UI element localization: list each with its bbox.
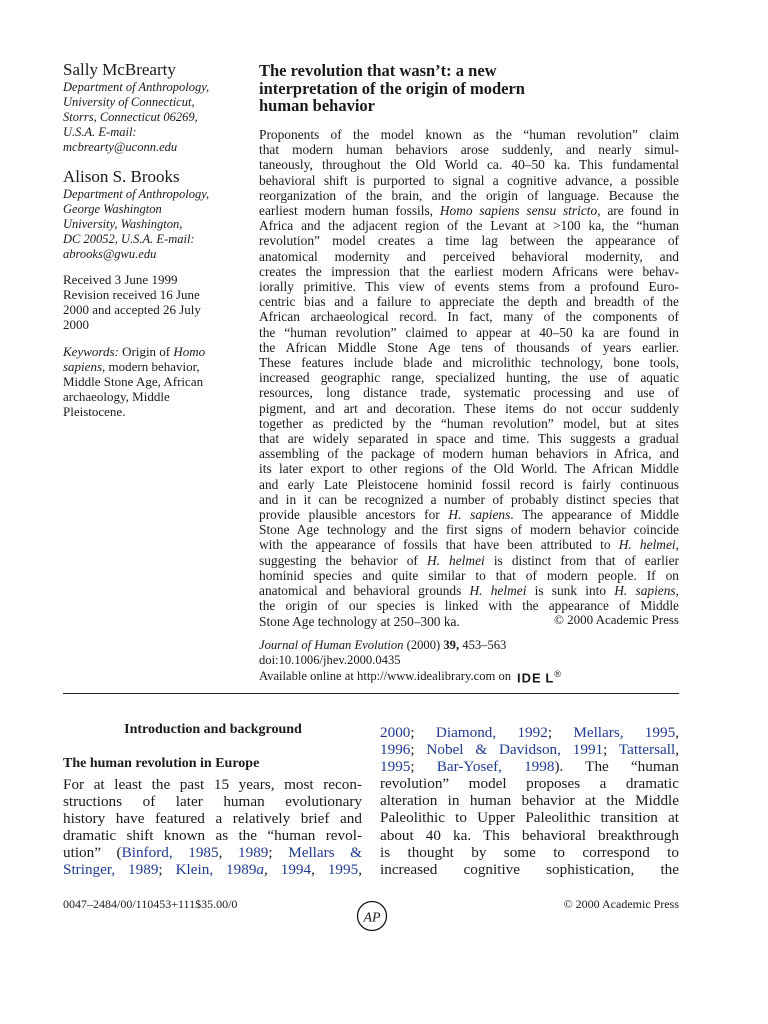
journal-volume: 39, [443, 638, 460, 652]
citation-link[interactable]: Mellars, 1995 [573, 724, 676, 741]
subsection-heading: The human revolution in Europe [63, 756, 260, 771]
citation-link[interactable]: Diamond, 1992 [435, 724, 548, 741]
keyword: , modern behavior, [102, 359, 200, 374]
citation-link[interactable]: Bar-Yosef, 1998 [436, 758, 555, 776]
abstract-line: its later export to other regions of the Old World. The African Middle [259, 461, 679, 477]
keyword: sapiens [63, 359, 102, 374]
text-line-with-citations: 2000; Diamond, 1992; Mellars, 1995, [380, 724, 679, 741]
registered-mark: ® [554, 669, 562, 679]
author-name: Alison S. Brooks [63, 167, 180, 186]
abstract-line: Africa and the adjacent region of the Levant at >100 ka, the “human [259, 218, 679, 234]
abstract-line: Proponents of the model known as the “human revolution” claim [259, 127, 679, 142]
affiliation-line: University, Washington, [63, 217, 183, 231]
text-line: alteration in human behavior at the Middle [380, 792, 679, 810]
accepted-date: 2000 [63, 317, 89, 332]
abstract-line: Stone Age technology at 250–300 ka. [259, 613, 460, 629]
journal-pages: 453–563 [462, 638, 507, 652]
abstract-line: taneously, throughout the Old World ca. 40–50 ka. This fundamental [259, 157, 679, 173]
affiliation-line: DC 20052, U.S.A. E-mail: [63, 232, 195, 246]
abstract-line: pigment, and art and decoration. These items do not occur suddenly [259, 400, 679, 416]
ideal-logo [517, 667, 562, 686]
citation-link[interactable]: Nobel & Davidson, 1991 [426, 741, 604, 759]
abstract-line: hominid species and quite similar to that of modern people. If on [259, 567, 679, 583]
revision-date: 2000 and accepted 26 July [63, 302, 201, 317]
ap-logo-icon [356, 900, 388, 932]
abstract-line: centric bias and a failure to appreciate the depth and breadth of the [259, 294, 679, 310]
abstract-line: suggesting the behavior of H. helmei is distinct from that of earlier [259, 552, 680, 568]
abstract-line: with the appearance of fossils that have been attributed to H. helmei, [259, 537, 679, 553]
author-name: Sally McBrearty [63, 60, 176, 79]
body-column-right [380, 724, 679, 878]
abstract-line: iorally primitive. This view of events stems from a profound Euro- [259, 279, 679, 295]
text-line: about 40 ka. This behavioral breakthrough [380, 826, 679, 844]
ideal-logo-text: IDE L [517, 670, 555, 686]
keyword: Pleistocene. [63, 404, 126, 419]
author-email[interactable]: abrooks@gwu.edu [63, 247, 157, 261]
abstract-line: that modern human behaviors arose suddenly, and nearly simul- [259, 142, 679, 158]
affiliation-line: Department of Anthropology, [63, 80, 210, 94]
abstract-line: revolution” model creates a time lag between the appearance of [259, 233, 679, 249]
abstract-line: resources, long distance trade, systematic processing and use of [259, 385, 679, 401]
title-line: human behavior [259, 96, 375, 115]
text-line-with-citations: 1996; Nobel & Davidson, 1991; Tattersall, [380, 741, 679, 759]
author-block-1 [63, 60, 248, 155]
abstract-line: anatomical modernity and perceived behavioral modernity, and [259, 248, 679, 264]
affiliation-line: Storrs, Connecticut 06269, [63, 110, 198, 124]
keyword: Middle Stone Age, African [63, 374, 204, 389]
abstract-line: African archaeological record. In fact, many of the components of [259, 309, 679, 325]
keywords-block [63, 344, 248, 419]
text-line-with-citations: 1995; Bar-Yosef, 1998). The “human [380, 758, 679, 776]
abstract-line: Stone Age technology and the first signs of modern behavior coincide [259, 522, 679, 538]
abstract [259, 127, 679, 629]
keywords-label: Keywords: [63, 344, 119, 359]
keyword: Origin of [122, 344, 171, 359]
abstract-line: and in it can be recognized a number of probably distinct species that [259, 491, 679, 507]
abstract-line: These features include blade and microlithic technology, bone tools, [259, 355, 679, 371]
text-line: Paleolithic to Upper Paleolithic transition at [380, 809, 679, 827]
citation-link[interactable]: 1995 [380, 758, 411, 776]
title-line: The revolution that wasn’t: a new [259, 61, 497, 80]
journal-name: Journal of Human Evolution [259, 638, 404, 652]
abstract-copyright: © 2000 Academic Press [553, 612, 679, 627]
text-line: For at least the past 15 years, most recon- [63, 776, 362, 793]
citation-link[interactable]: 2000 [380, 724, 411, 741]
section-heading: Introduction and background [124, 722, 302, 737]
text-line: is thought by some to correspond to [380, 843, 679, 861]
abstract-line: reorganization of the brain, and the origin of language. Because the [259, 187, 679, 203]
abstract-line: the “human revolution” claimed to appear at 40–50 ka are found in [259, 324, 679, 340]
citation-link[interactable]: Mellars & [288, 844, 362, 862]
abstract-line: earliest modern human fossils, Homo sapiens sensu stricto, are found in [259, 203, 679, 219]
keyword: archaeology, Middle [63, 389, 170, 404]
abstract-line: the origin of our species is linked with the appearance of Middle [259, 598, 679, 614]
abstract-line: assembling of the package of modern human behaviors in Africa, and [259, 446, 679, 462]
text-line: increased cognitive sophistication, the [380, 860, 679, 878]
abstract-line: together as predicted by the “human revolution” model, but at sites [259, 415, 679, 431]
affiliation-line: George Washington [63, 202, 162, 216]
dates-block [63, 272, 248, 332]
affiliation-line: U.S.A. E-mail: [63, 125, 137, 139]
journal-year: (2000) [406, 638, 441, 652]
citation-link[interactable]: 1989 [238, 844, 269, 862]
text-line-with-citations: ution” (Binford, 1985, 1989; Mellars & [63, 844, 362, 862]
abstract-line: anatomical and behavioral grounds H. helmei is sunk into H. sapiens, [259, 583, 680, 599]
abstract-line: increased geographic range, specialized hunting, the use of aquatic [259, 370, 679, 386]
abstract-line: creates the impression that the earliest modern Africans were behav- [259, 263, 679, 279]
abstract-line: behavioral shift is purported to signal a cognitive advance, a possible [259, 172, 679, 188]
doi[interactable]: doi:10.1006/jhev.2000.0435 [259, 652, 401, 667]
abstract-line: the African Middle Stone Age tens of thousands of years earlier. [259, 339, 679, 355]
article-title [259, 62, 699, 115]
author-affiliation [63, 187, 248, 262]
text-line: history have featured a relatively brief and [63, 810, 362, 828]
text-line: structions of later human evolutionary [63, 793, 362, 811]
citation-link[interactable]: Tattersall [618, 741, 676, 759]
citation-link[interactable]: 1995 [327, 861, 359, 879]
body-column-left [63, 776, 362, 879]
section-divider [63, 693, 679, 694]
text-line-with-citations: Stringer, 1989; Klein, 1989a, 1994, 1995, [63, 861, 362, 879]
author-email[interactable]: mcbrearty@uconn.edu [63, 140, 178, 154]
author-block-2 [63, 167, 248, 262]
abstract-line: provide plausible ancestors for H. sapiens. The appearance of Middle [259, 507, 679, 523]
footer-copyright: © 2000 Academic Press [563, 897, 679, 911]
author-affiliation [63, 80, 248, 155]
footer-code: 0047–2484/00/110453+111$35.00/0 [63, 897, 238, 911]
received-date: Received 3 June 1999 [63, 272, 178, 287]
abstract-line: that are widely separated in space and time. This suggests a gradual [259, 431, 679, 447]
citation-link[interactable]: Klein, 1989a [175, 861, 265, 879]
text-line: revolution” model proposes a dramatic [380, 775, 679, 793]
citation-link[interactable]: Stringer, 1989 [63, 861, 159, 879]
revision-date: Revision received 16 June [63, 287, 200, 302]
citation-link[interactable]: Binford, 1985 [121, 844, 219, 862]
abstract-line: and early Late Pleistocene hominid fossil record is fairly continuous [259, 476, 679, 492]
keyword: Homo [173, 344, 206, 359]
academic-press-logo [356, 900, 388, 932]
affiliation-line: University of Connecticut, [63, 95, 195, 109]
text-line: dramatic shift known as the “human revol- [63, 827, 362, 845]
journal-info [259, 638, 679, 686]
online-availability[interactable]: Available online at http://www.idealibrary.com on [259, 669, 512, 684]
ap-logo-text: AP [363, 910, 381, 926]
title-line: interpretation of the origin of modern [259, 78, 525, 98]
citation-link[interactable]: 1994 [280, 861, 312, 879]
citation-link[interactable]: 1996 [380, 741, 411, 759]
affiliation-line: Department of Anthropology, [63, 187, 210, 201]
